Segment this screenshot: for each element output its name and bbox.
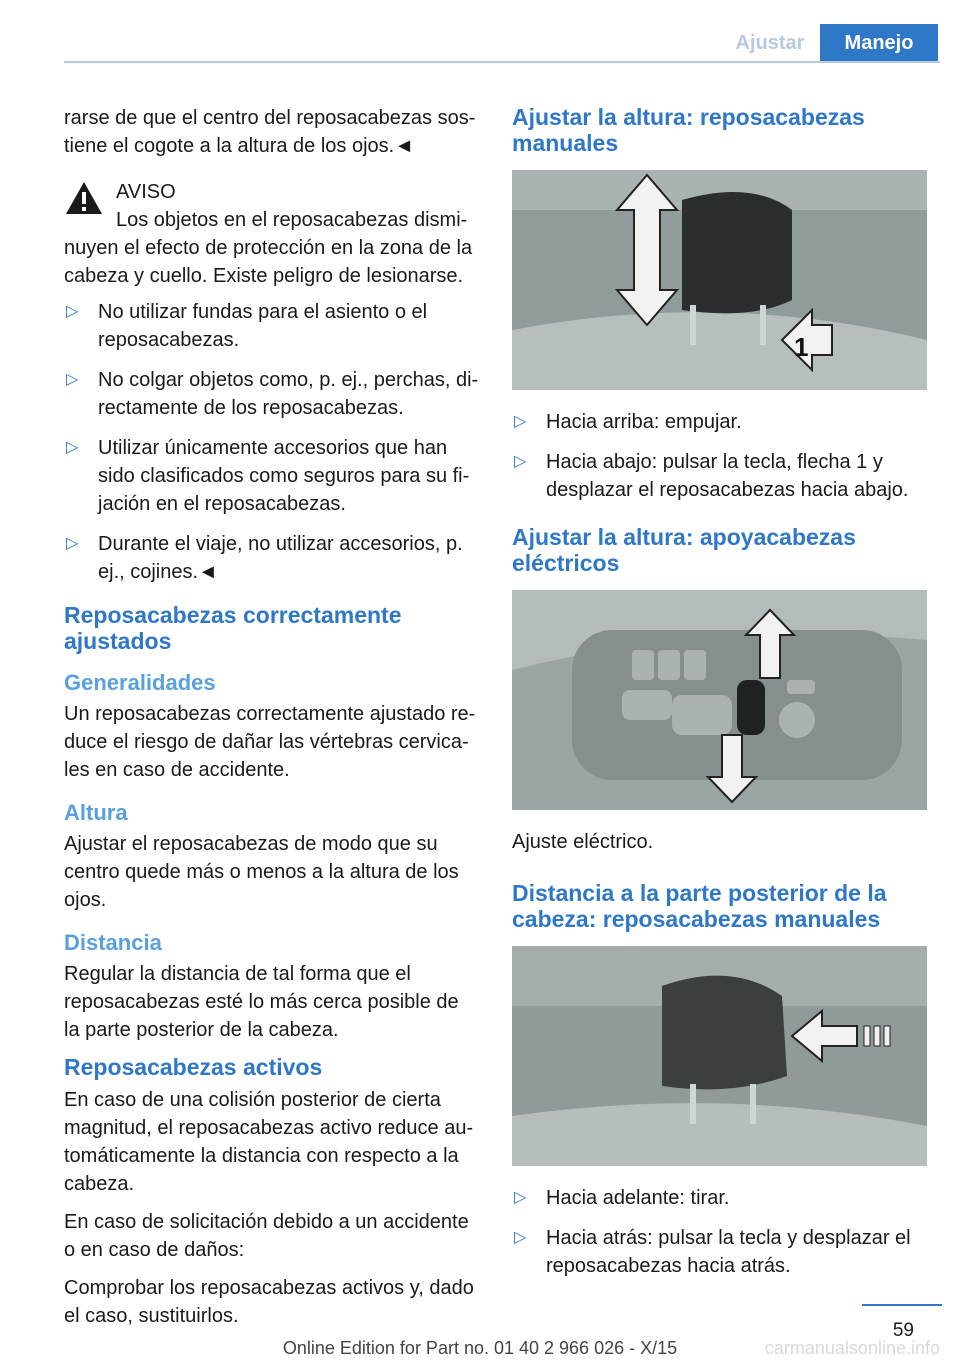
- headrest-height-photo: [512, 170, 927, 390]
- electric-caption: Ajuste eléctrico.: [512, 831, 654, 853]
- distance-text: Regular la distancia de tal forma que el reposacabezas esté lo más cerca posible de la parte posterior de la cabeza.: [64, 963, 459, 1041]
- section-title-active: Reposacabezas activos: [64, 1054, 323, 1080]
- list-item: ▷ Hacia abajo: pulsar la tecla, flecha 1 y desplazar el reposacabezas hacia abajo.: [512, 448, 927, 504]
- intro-text: rarse de que el centro del reposacabezas sostiene el cogote a la altura de los ojos.◄: [64, 107, 476, 157]
- page-number: 59: [892, 1320, 914, 1341]
- list-item: ▷ No utilizar fundas para el asiento o el reposacabezas.: [64, 298, 479, 354]
- active-text-2: En caso de solicitación debido a un accidente o en caso de daños:: [64, 1211, 469, 1261]
- header-rule: [64, 61, 940, 63]
- triangle-bullet-icon: ▷: [66, 303, 79, 320]
- warning-block: [64, 178, 479, 290]
- warning-list: [64, 298, 479, 586]
- subsection-title-general: Generalidades: [64, 670, 216, 695]
- list-item: ▷ Utilizar únicamente accesorios que han sido clasificados como seguros para su fijación en el reposacabezas.: [64, 434, 479, 518]
- warning-title: AVISO: [116, 181, 176, 203]
- active-text-1: En caso de una colisión posterior de cierta magnitud, el reposacabezas activo reduce automáticamente la distancia con respecto a la cabeza.: [64, 1089, 474, 1195]
- right-column: [512, 104, 927, 1292]
- triangle-bullet-icon: ▷: [66, 371, 79, 388]
- headrest-distance-photo: [512, 946, 927, 1166]
- triangle-bullet-icon: ▷: [66, 535, 79, 552]
- section-title-correct: Reposacabezas correctamente ajustados: [64, 602, 402, 654]
- triangle-bullet-icon: ▷: [514, 453, 527, 470]
- electric-seat-controls-photo: [512, 590, 927, 810]
- footer-rule: [862, 1304, 942, 1306]
- subsection-title-height: Altura: [64, 800, 128, 825]
- triangle-bullet-icon: ▷: [514, 1229, 527, 1246]
- warning-text: Los objetos en el reposacabezas disminuyen el efecto de protección en la zona de la cabeza y cuello. Existe peligro de lesionarse.: [64, 209, 473, 287]
- subsection-title-distance: Distancia: [64, 930, 162, 955]
- general-text: Un reposacabezas correctamente ajustado reduce el riesgo de dañar las vértebras cervicales en caso de accidente.: [64, 703, 476, 781]
- active-text-3: Comprobar los reposacabezas activos y, dado el caso, sustituirlos.: [64, 1277, 474, 1327]
- list-item: ▷ Durante el viaje, no utilizar accesorios, p. ej., cojines.◄: [64, 530, 479, 586]
- list-item: ▷ Hacia arriba: empujar.: [512, 408, 927, 436]
- section-title-manual-height: Ajustar la altura: reposacabezas manuales: [512, 104, 865, 156]
- triangle-bullet-icon: ▷: [514, 413, 527, 430]
- manual-height-list: [512, 408, 927, 504]
- triangle-bullet-icon: ▷: [514, 1189, 527, 1206]
- list-item: ▷ Hacia adelante: tirar.: [512, 1184, 927, 1212]
- distance-manual-list: [512, 1184, 927, 1280]
- header-tabs: [720, 24, 938, 62]
- edition-text: Online Edition for Part no. 01 40 2 966 026 - X/15: [282, 1338, 678, 1358]
- left-column: [64, 104, 479, 1340]
- section-title-distance-manual: Distancia a la parte posterior de la cabeza: reposacabezas manuales: [512, 880, 887, 932]
- height-text: Ajustar el reposacabezas de modo que su centro quede más o menos a la altura de los ojos.: [64, 833, 459, 911]
- tab-manejo[interactable]: Manejo: [820, 24, 938, 62]
- list-item: ▷ No colgar objetos como, p. ej., perchas, directamente de los reposacabezas.: [64, 366, 479, 422]
- triangle-bullet-icon: ▷: [66, 439, 79, 456]
- warning-icon: [64, 180, 104, 216]
- list-item: ▷ Hacia atrás: pulsar la tecla y desplazar el reposacabezas hacia atrás.: [512, 1224, 927, 1280]
- tab-ajustar[interactable]: Ajustar: [735, 32, 805, 54]
- section-title-electric-height: Ajustar la altura: apoyacabezas eléctricos: [512, 524, 856, 576]
- photo-label-1: 1: [794, 332, 809, 362]
- watermark: carmanualsonline.info: [764, 1338, 940, 1358]
